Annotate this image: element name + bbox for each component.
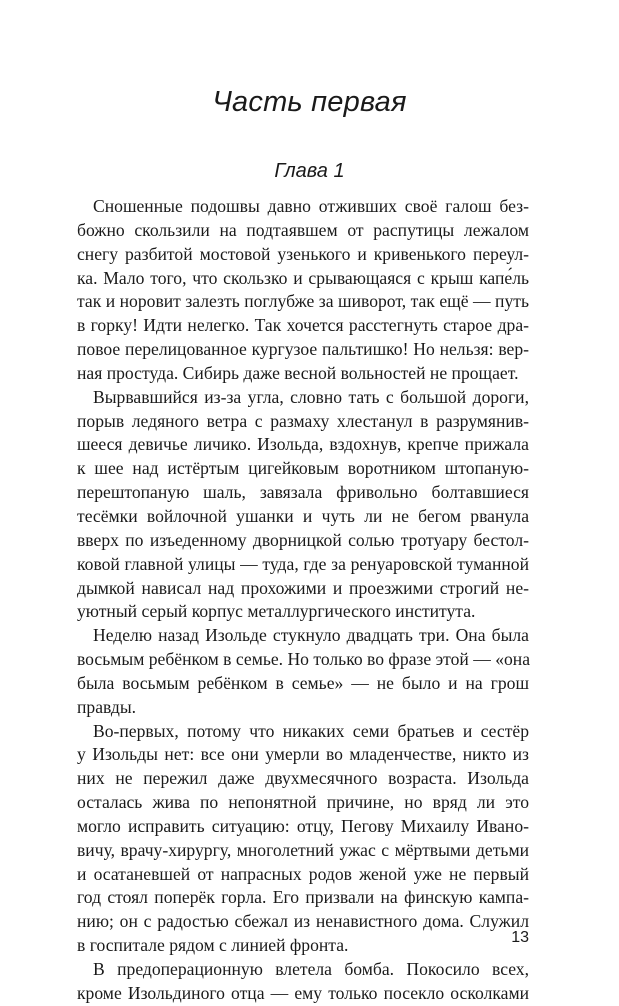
text-line: год стоял поперёк горла. Его призвали на финскую кампа- — [77, 887, 529, 908]
text-line: ная простуда. Сибирь даже весной вольностей не прощает. — [77, 362, 519, 383]
paragraph — [77, 958, 529, 1006]
paragraph — [77, 624, 529, 719]
text-line: них не пережил даже двухмесячного возраста. Изольда — [77, 768, 529, 789]
page-number: 13 — [511, 929, 529, 946]
text-line: шееся девичье личико. Изольда, вздохнув, крепче прижала — [77, 434, 529, 455]
text-line: у Изольды нет: все они умерли во младенчестве, никто из — [77, 744, 529, 765]
text-line: так и норовит залезть поглубже за шиворот, так ещё — путь — [77, 291, 529, 312]
text-line: Вырвавшийся из-за угла, словно тать с большой дороги, — [93, 386, 529, 407]
text-line: могло исправить ситуацию: отцу, Пегову Михаилу Ивано- — [77, 815, 529, 836]
text-line: снегу разбитой мостовой узенького и кривенького переул- — [77, 243, 529, 264]
text-line: уютный серый корпус металлургического института. — [77, 601, 476, 622]
text-line: В предоперационную влетела бомба. Покосило всех, — [93, 959, 529, 979]
text-line: ка. Мало того, что скользко и срывающаяся с крыш капе́ль — [77, 267, 529, 288]
paragraph — [77, 386, 529, 624]
text-line: порыв ледяного ветра с размаху хлестанул в разрумянив- — [77, 410, 529, 431]
chapter-title: Глава 1 — [274, 160, 345, 182]
text-line: дымкой нависал над прохожими и проезжими строгий не- — [77, 577, 529, 598]
text-line: в горку! Идти нелегко. Так хочется расстегнуть старое дра- — [77, 315, 529, 336]
text-line: к шее над истёртым цигейковым воротником штопаную- — [77, 458, 529, 479]
text-line: Во-первых, потому что никаких семи братьев и сестёр — [93, 720, 529, 741]
paragraph — [77, 720, 529, 958]
text-line: в госпитале рядом с линией фронта. — [77, 935, 349, 956]
part-title: Часть первая — [212, 86, 407, 118]
text-line: и осатаневшей от напрасных родов женой уже не первый — [77, 863, 529, 884]
text-line: тесёмки войлочной ушанки и чуть ли не бегом рванула — [77, 505, 529, 526]
body-text — [77, 195, 529, 1006]
text-line: восьмым ребёнком в семье. Но только во фразе этой — «она — [77, 649, 531, 670]
text-line: Неделю назад Изольде стукнуло двадцать три. Она была — [93, 625, 529, 646]
text-line: была восьмым ребёнком в семье» — не было и на грош — [77, 672, 529, 693]
text-line: вверх по изъеденному дворницкой солью тротуару бестол- — [77, 529, 529, 550]
text-line: перештопаную шаль, завязала фривольно болтавшиеся — [77, 482, 529, 503]
text-line: вичу, врачу-хирургу, многолетний ужас с мёртвыми детьми — [77, 839, 529, 860]
paragraph — [77, 195, 529, 386]
text-line: повое перелицованное кургузое пальтишко! Но нельзя: вер- — [77, 339, 529, 360]
text-line: осталась жива по непонятной причине, но вряд ли это — [77, 792, 529, 813]
text-line: ковой главной улицы — туда, где за ренуаровской туманной — [77, 553, 529, 574]
text-line: нию; он с радостью сбежал из ненавистного дома. Служил — [77, 911, 529, 932]
text-line: божно скользили на подтаявшем от распутицы лежалом — [77, 219, 529, 240]
text-line: кроме Изольдиного отца — ему только посекло осколками — [77, 982, 529, 1003]
text-line: Сношенные подошвы давно отживших своё галош без- — [93, 196, 529, 216]
text-line: правды. — [77, 696, 137, 717]
